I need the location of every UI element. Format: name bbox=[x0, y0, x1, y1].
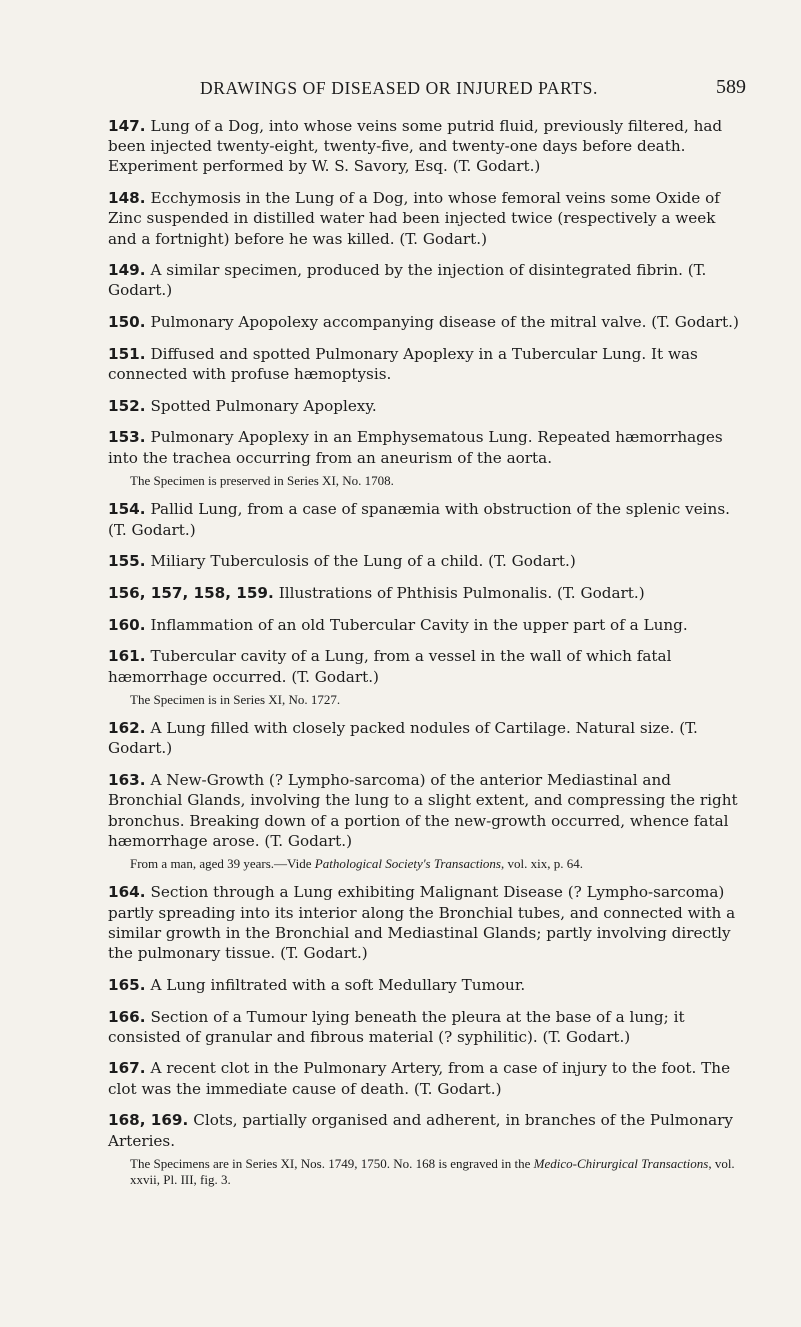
entry-number: 165. bbox=[108, 975, 146, 994]
entry-text: A similar specimen, produced by the injection of disintegrated fibrin. (T. Godart.) bbox=[108, 261, 707, 300]
list-item bbox=[108, 583, 748, 603]
entry-number: 152. bbox=[108, 396, 146, 415]
entry-text: Clots, partially organised and adherent, in branches of the Pulmonary Arteries. bbox=[108, 1111, 734, 1150]
list-item bbox=[108, 312, 748, 332]
list-item bbox=[108, 975, 748, 995]
list-item bbox=[108, 718, 748, 758]
page-number: 589 bbox=[716, 76, 746, 98]
list-item bbox=[108, 1007, 748, 1047]
entry-number: 151. bbox=[108, 344, 146, 363]
entry-text: Pulmonary Apoplexy in an Emphysematous Lung. Repeated hæmorrhages into the trachea occurring from an aneurism of the aorta. bbox=[108, 428, 723, 467]
entry-text: Pulmonary Apopolexy accompanying disease of the mitral valve. (T. Godart.) bbox=[150, 313, 739, 332]
source-note bbox=[108, 1156, 748, 1188]
list-item bbox=[108, 551, 748, 571]
entry-text: Section of a Tumour lying beneath the pleura at the base of a lung; it consisted of granular and fibrous material (? syphilitic). (T. Godart.) bbox=[108, 1007, 685, 1046]
entry-number: 153. bbox=[108, 428, 146, 447]
specimen-note: The Specimen is in Series XI, No. 1727. bbox=[130, 692, 341, 708]
entry-number: 163. bbox=[108, 771, 146, 790]
entry-number: 168, 169. bbox=[108, 1111, 189, 1130]
entry-text: Pallid Lung, from a case of spanæmia with obstruction of the splenic veins. (T. Godart.) bbox=[108, 500, 730, 539]
entry-text: A Lung infiltrated with a soft Medullary Tumour. bbox=[150, 975, 526, 994]
entry-text: Lung of a Dog, into whose veins some putrid fluid, previously filtered, had been injected twenty-eight, twenty-five, and twenty-one days before death. Experiment performed by W. S. Savory, Esq. (T. Godart.) bbox=[108, 117, 723, 176]
list-item bbox=[108, 615, 748, 635]
list-item bbox=[108, 770, 748, 851]
entry-number: 167. bbox=[108, 1059, 146, 1078]
entry-text: Spotted Pulmonary Apoplexy. bbox=[150, 396, 377, 415]
list-item bbox=[108, 188, 748, 249]
note-text: From a man, aged 39 years.—Vide bbox=[130, 856, 315, 872]
list-item bbox=[108, 1110, 748, 1150]
entry-number: 155. bbox=[108, 552, 146, 571]
specimen-note: The Specimen is preserved in Series XI, No. 1708. bbox=[130, 473, 394, 489]
entry-text: A recent clot in the Pulmonary Artery, from a case of injury to the foot. The clot was the immediate cause of death. (T. Godart.) bbox=[108, 1059, 731, 1098]
entry-text: Section through a Lung exhibiting Malignant Disease (? Lympho-sarcoma) partly spreading into its interior along the Bronchial tubes, and connected with a similar growth in the Bronchial and Mediastinal Glands; partly involving directly the pulmonary tissue. (T. Godart.) bbox=[108, 883, 736, 963]
list-item bbox=[108, 499, 748, 539]
entry-number: 148. bbox=[108, 189, 146, 208]
source-note bbox=[108, 856, 748, 872]
entry-number: 161. bbox=[108, 647, 146, 666]
running-head: DRAWINGS OF DISEASED OR INJURED PARTS. bbox=[200, 78, 598, 98]
list-item bbox=[108, 646, 748, 686]
entry-number: 162. bbox=[108, 719, 146, 738]
list-item bbox=[108, 116, 748, 177]
list-item bbox=[108, 344, 748, 384]
entry-number: 164. bbox=[108, 883, 146, 902]
list-item bbox=[108, 882, 748, 963]
entry-text: Tubercular cavity of a Lung, from a vessel in the wall of which fatal hæmorrhage occurred. (T. Godart.) bbox=[108, 647, 672, 686]
entry-text: Miliary Tuberculosis of the Lung of a child. (T. Godart.) bbox=[150, 552, 576, 571]
entry-number: 156, 157, 158, 159. bbox=[108, 583, 274, 602]
entry-number: 149. bbox=[108, 261, 146, 280]
list-item bbox=[108, 1058, 748, 1098]
entry-text: Inflammation of an old Tubercular Cavity in the upper part of a Lung. bbox=[150, 615, 688, 634]
list-item bbox=[108, 427, 748, 467]
entry-list bbox=[108, 116, 748, 1198]
list-item bbox=[108, 396, 748, 416]
entry-number: 160. bbox=[108, 615, 146, 634]
entry-text: A Lung filled with closely packed nodules of Cartilage. Natural size. (T. Godart.) bbox=[108, 719, 698, 758]
list-item bbox=[108, 260, 748, 300]
note-journal: Pathological Society's Transactions bbox=[314, 856, 501, 872]
entry-number: 166. bbox=[108, 1007, 146, 1026]
note-text: , vol. xix, p. 64. bbox=[501, 856, 583, 872]
entry-text: Diffused and spotted Pulmonary Apoplexy in a Tubercular Lung. It was connected with profuse hæmoptysis. bbox=[108, 344, 698, 384]
note-text: The Specimens are in Series XI, Nos. 1749, 1750. No. 168 is engraved in the bbox=[130, 1156, 534, 1172]
entry-number: 150. bbox=[108, 313, 146, 332]
entry-text: Illustrations of Phthisis Pulmonalis. (T. Godart.) bbox=[278, 583, 645, 602]
note-text: , vol. xxvii, Pl. III, fig. 3. bbox=[130, 1156, 735, 1188]
entry-number: 154. bbox=[108, 500, 146, 519]
entry-number: 147. bbox=[108, 117, 146, 135]
entry-text: A New-Growth (? Lympho-sarcoma) of the anterior Mediastinal and Bronchial Glands, involving the lung to a slight extent, and compressing the right bronchus. Breaking down of a portion of the new-growth occurred, whence fatal hæmorrhage arose. (T. Godart.) bbox=[108, 771, 738, 850]
note-journal: Medico-Chirurgical Transactions bbox=[533, 1156, 709, 1172]
entry-text: Ecchymosis in the Lung of a Dog, into whose femoral veins some Oxide of Zinc suspended in distilled water had been injected twice (respectively a week and a fortnight) before he was killed. (T. Godart.) bbox=[108, 189, 720, 248]
